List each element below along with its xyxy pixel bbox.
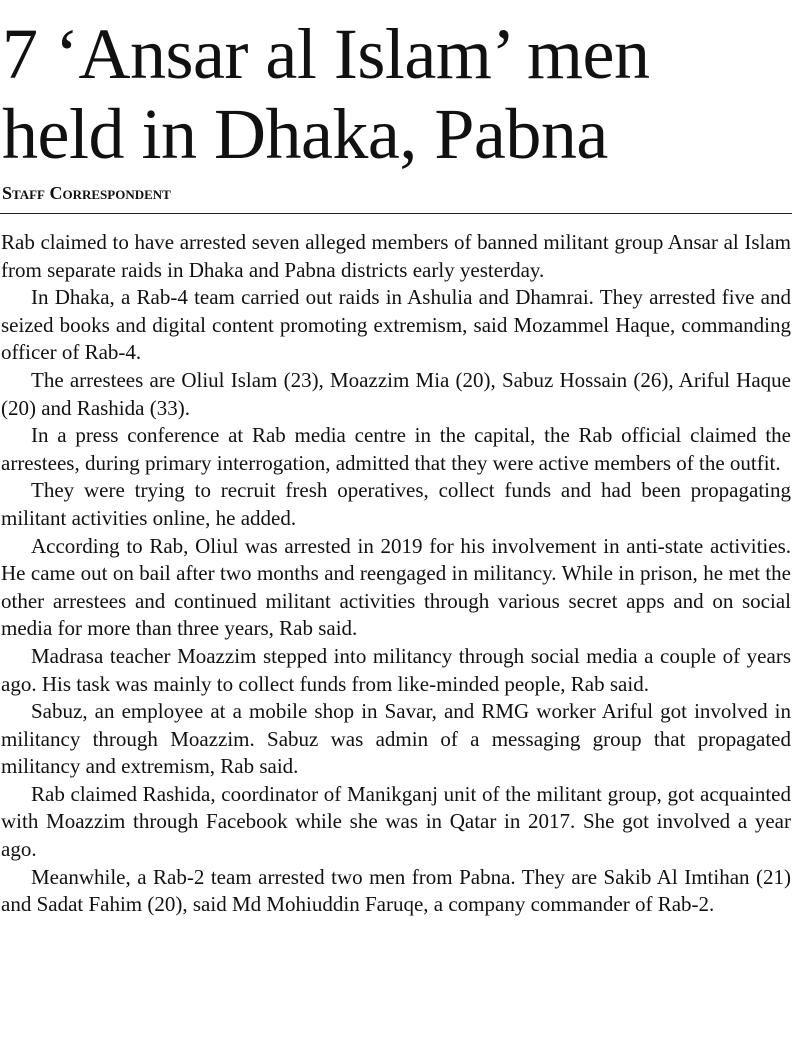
article-body [1, 229, 791, 919]
article-paragraph: Madrasa teacher Moazzim stepped into militancy through social media a couple of years ago. His task was mainly to collect funds from like-minded people, Rab said. [1, 643, 791, 696]
article-paragraph: The arrestees are Oliul Islam (23), Moazzim Mia (20), Sabuz Hossain (26), Ariful Haque (20) and Rashida (33). [1, 367, 791, 420]
byline-divider [0, 213, 792, 214]
article-paragraph: Meanwhile, a Rab-2 team arrested two men from Pabna. They are Sakib Al Imtihan (21) and Sadat Fahim (20), said Md Mohiuddin Faruqe, a company commander of Rab-2. [1, 864, 791, 917]
article-paragraph: Rab claimed to have arrested seven alleged members of banned militant group Ansar al Islam from separate raids in Dhaka and Pabna districts early yesterday. [1, 230, 791, 282]
article-paragraph: Sabuz, an employee at a mobile shop in Savar, and RMG worker Ariful got involved in militancy through Moazzim. Sabuz was admin of a messaging group that propagated militancy and extremism, Rab said. [1, 699, 791, 779]
article-paragraph: In a press conference at Rab media centre in the capital, the Rab official claimed the arrestees, during primary interrogation, admitted that they were active members of the outfit. [1, 423, 791, 475]
byline: Staff Correspondent [2, 183, 171, 203]
headline-line-2: held in Dhaka, Pabna [2, 94, 608, 174]
article-paragraph: They were trying to recruit fresh operatives, collect funds and had been propagating militant activities online, he added. [1, 478, 791, 530]
article-paragraph: According to Rab, Oliul was arrested in 2019 for his involvement in anti-state activities. He came out on bail after two months and reengaged in militancy. While in prison, he met the other arrestees and continued militant activities through various secret apps and on social media for more than three years, Rab said. [1, 533, 791, 641]
headline [2, 14, 792, 174]
headline-line-1: 7 ‘Ansar al Islam’ men [2, 14, 650, 94]
article-paragraph: Rab claimed Rashida, coordinator of Manikganj unit of the militant group, got acquainted with Moazzim through Facebook while she was in Qatar in 2017. She got involved a year ago. [1, 781, 791, 862]
article-paragraph: In Dhaka, a Rab-4 team carried out raids in Ashulia and Dhamrai. They arrested five and seized books and digital content promoting extremism, said Mozammel Haque, commanding officer of Rab-4. [1, 285, 791, 365]
